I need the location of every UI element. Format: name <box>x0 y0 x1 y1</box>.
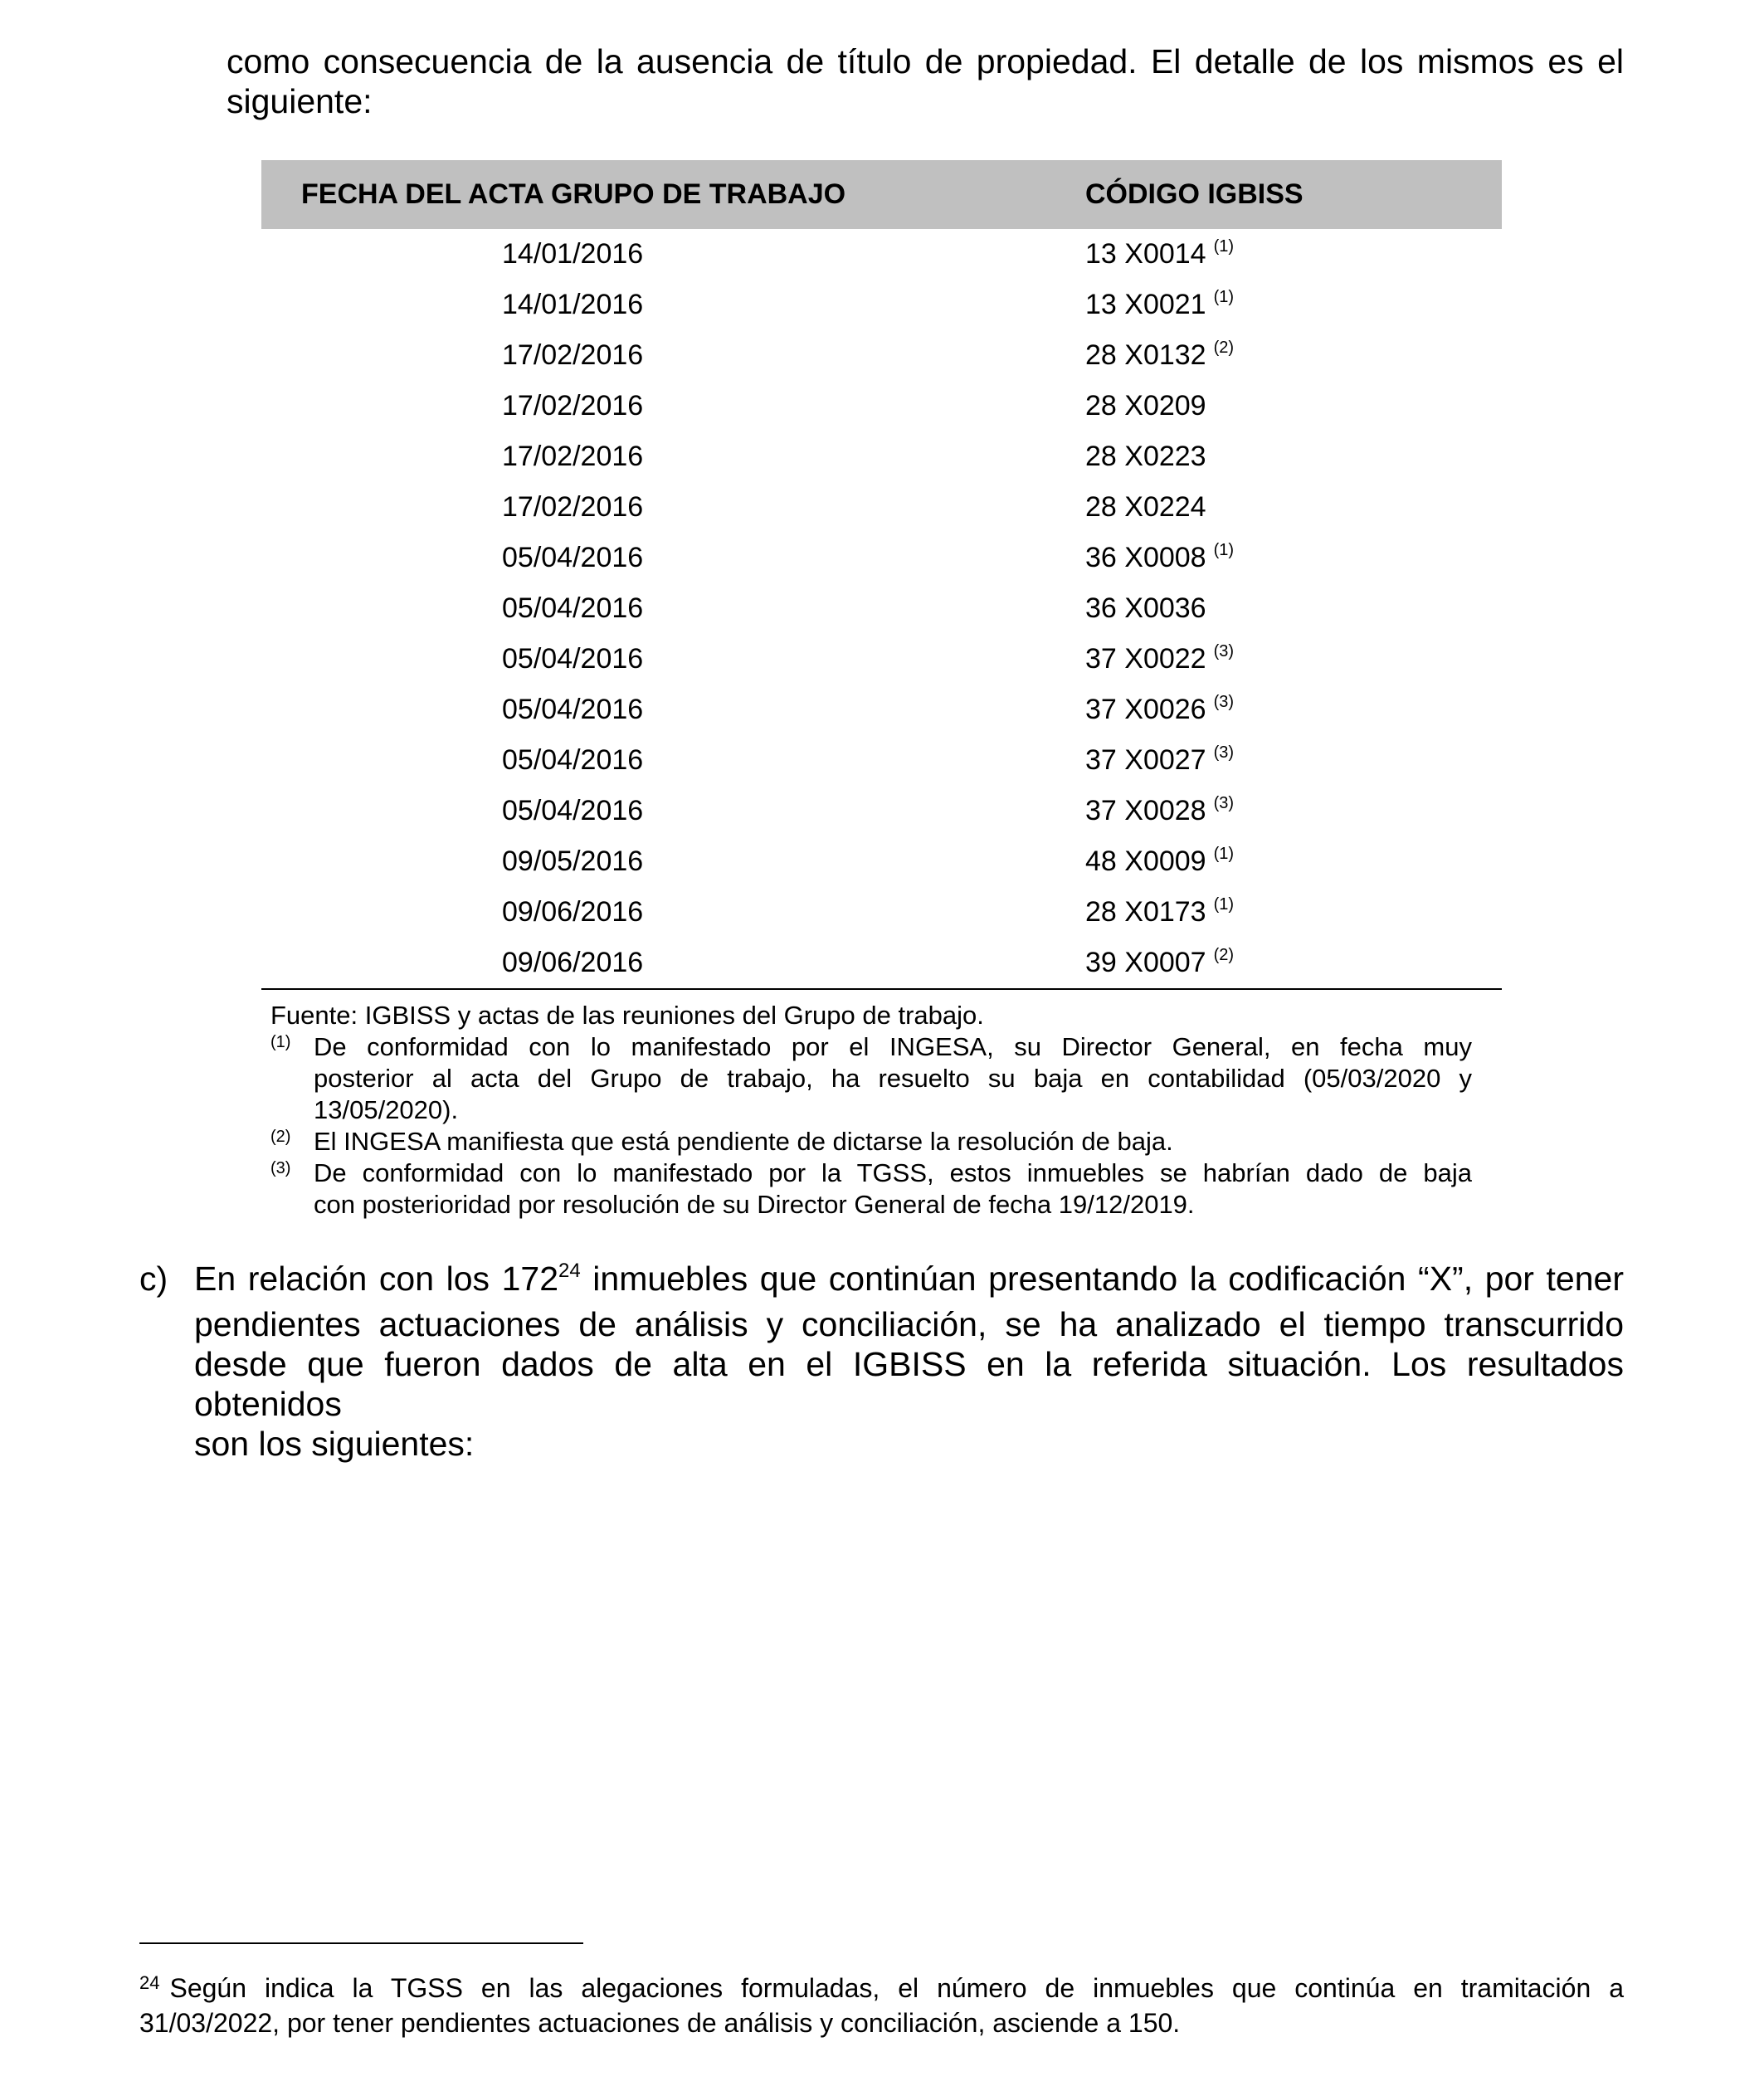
table-row <box>261 634 1502 685</box>
codigo-note-mark: (1) <box>1213 845 1235 863</box>
cell-fecha: 05/04/2016 <box>502 542 644 573</box>
cell-fecha: 05/04/2016 <box>502 795 644 826</box>
cell-codigo <box>1085 229 1502 280</box>
cell-codigo <box>1085 786 1502 836</box>
codigo-value: 37 X0028 <box>1085 795 1206 826</box>
codigo-value: 37 X0022 <box>1085 643 1206 675</box>
table-row <box>261 685 1502 735</box>
codigo-value: 28 X0132 <box>1085 339 1206 371</box>
igbiss-table <box>261 160 1502 990</box>
codigo-value: 13 X0021 <box>1085 289 1206 320</box>
paragraph-c-line-4: son los siguientes: <box>194 1425 475 1463</box>
note-3-line-2: con posterioridad por resolución de su Director General de fecha 19/12/2019. <box>314 1190 1195 1219</box>
codigo-note-mark: (1) <box>1213 237 1235 256</box>
cell-codigo <box>1085 938 1502 989</box>
note-3 <box>270 1157 1472 1221</box>
cell-fecha: 05/04/2016 <box>502 643 644 675</box>
cell-fecha: 14/01/2016 <box>502 238 644 270</box>
codigo-value: 28 X0224 <box>1085 491 1206 523</box>
table-row <box>261 938 1502 989</box>
footnote-line-1-text: Según indica la TGSS en las alegaciones formuladas, el número de inmuebles que continúa en tramitación a <box>169 1973 1624 2003</box>
note-2-line-1: El INGESA manifiesta que está pendiente de dictarse la resolución de baja. <box>314 1127 1173 1156</box>
codigo-note-mark: (3) <box>1213 642 1235 660</box>
cell-fecha: 17/02/2016 <box>502 339 644 371</box>
paragraph-c-label: c) <box>139 1260 168 1298</box>
cell-codigo <box>1085 685 1502 735</box>
note-1-mark: (1) <box>270 1033 291 1051</box>
cell-fecha: 09/05/2016 <box>502 846 644 877</box>
cell-codigo <box>1085 431 1502 482</box>
cell-fecha: 09/06/2016 <box>261 938 1085 989</box>
table-body <box>261 229 1502 989</box>
codigo-value: 28 X0173 <box>1085 896 1206 928</box>
table-source-notes <box>270 1000 1472 1221</box>
cell-codigo <box>1085 381 1502 431</box>
header-fecha: FECHA DEL ACTA GRUPO DE TRABAJO <box>261 160 1085 229</box>
cell-fecha: 17/02/2016 <box>502 390 644 422</box>
codigo-note-mark: (3) <box>1213 693 1235 711</box>
intro-line-2: siguiente: <box>227 82 373 120</box>
table-row <box>261 229 1502 280</box>
codigo-value: 37 X0027 <box>1085 744 1206 776</box>
cell-codigo <box>1085 533 1502 583</box>
codigo-note-mark: (1) <box>1213 288 1235 306</box>
footnote-number: 24 <box>139 1972 160 1993</box>
codigo-note-mark: (2) <box>1213 946 1235 964</box>
table-row <box>261 431 1502 482</box>
footnote-ref-24: 24 <box>558 1260 581 1282</box>
paragraph-c-line-1 <box>194 1259 1624 1304</box>
note-3-line-1: De conformidad con lo manifestado por la TGSS, estos inmuebles se habrían dado de baja <box>314 1158 1472 1187</box>
footnote-24 <box>139 1972 1624 2040</box>
codigo-value: 13 X0014 <box>1085 238 1206 270</box>
cell-codigo <box>1085 583 1502 634</box>
codigo-value: 37 X0026 <box>1085 694 1206 725</box>
cell-codigo <box>1085 836 1502 887</box>
header-codigo: CÓDIGO IGBISS <box>1085 160 1502 229</box>
codigo-value: 36 X0036 <box>1085 592 1206 624</box>
codigo-note-mark: (1) <box>1213 541 1235 559</box>
cell-fecha: 17/02/2016 <box>502 441 644 472</box>
paragraph-c-line-1b: inmuebles que continúan presentando la codificación “X”, por tener <box>580 1260 1624 1298</box>
codigo-value: 28 X0223 <box>1085 441 1206 472</box>
cell-fecha: 05/04/2016 <box>502 592 644 624</box>
table-header-row <box>261 160 1502 229</box>
codigo-note-mark: (3) <box>1213 794 1235 812</box>
cell-fecha: 05/04/2016 <box>502 744 644 776</box>
cell-fecha: 05/04/2016 <box>502 694 644 725</box>
cell-codigo <box>1085 330 1502 381</box>
source-line: Fuente: IGBISS y actas de las reuniones del Grupo de trabajo. <box>270 1001 984 1030</box>
footnote-line-2: 31/03/2022, por tener pendientes actuaciones de análisis y conciliación, asciende a 150. <box>139 2008 1181 2038</box>
cell-fecha: 14/01/2016 <box>502 289 644 320</box>
table-row <box>261 533 1502 583</box>
table-row <box>261 482 1502 533</box>
cell-codigo <box>1085 735 1502 786</box>
codigo-note-mark: (3) <box>1213 743 1235 762</box>
note-1-line-2: posterior al acta del Grupo de trabajo, ha resuelto su baja en contabilidad (05/03/2020 y <box>314 1064 1472 1093</box>
note-3-mark: (3) <box>270 1159 291 1177</box>
note-1 <box>270 1031 1472 1126</box>
paragraph-c-line-1a: En relación con los 172 <box>194 1260 559 1298</box>
note-2 <box>270 1126 1472 1157</box>
cell-codigo <box>1085 280 1502 330</box>
note-1-line-1: De conformidad con lo manifestado por el INGESA, su Director General, en fecha muy <box>314 1032 1472 1061</box>
cell-fecha: 09/06/2016 <box>502 896 644 928</box>
table-row <box>261 786 1502 836</box>
intro-paragraph <box>227 41 1624 121</box>
codigo-value: 48 X0009 <box>1085 846 1206 877</box>
codigo-note-mark: (2) <box>1213 339 1235 357</box>
table-row <box>261 836 1502 887</box>
table-row <box>261 280 1502 330</box>
codigo-value: 39 X0007 <box>1085 947 1206 978</box>
table-row <box>261 330 1502 381</box>
table-row <box>261 887 1502 938</box>
codigo-value: 28 X0209 <box>1085 390 1206 422</box>
note-2-mark: (2) <box>270 1128 291 1146</box>
note-1-line-3: 13/05/2020). <box>314 1095 459 1124</box>
codigo-value: 36 X0008 <box>1085 542 1206 573</box>
cell-codigo <box>1085 634 1502 685</box>
footnote-line-1 <box>139 1972 1624 2007</box>
cell-codigo <box>1085 482 1502 533</box>
cell-codigo <box>1085 887 1502 938</box>
intro-line-1: como consecuencia de la ausencia de título de propiedad. El detalle de los mismos es el <box>227 42 1624 80</box>
paragraph-c-line-3: desde que fueron dados de alta en el IGBISS en la referida situación. Los resultados obtenidos <box>194 1345 1624 1423</box>
cell-fecha: 17/02/2016 <box>502 491 644 523</box>
table-row <box>261 735 1502 786</box>
paragraph-c-line-2: pendientes actuaciones de análisis y conciliación, se ha analizado el tiempo transcurrido <box>194 1305 1624 1343</box>
table-row <box>261 583 1502 634</box>
footnote-separator <box>139 1942 583 1944</box>
codigo-note-mark: (1) <box>1213 895 1235 914</box>
table-row <box>261 381 1502 431</box>
paragraph-c <box>139 1259 1624 1464</box>
